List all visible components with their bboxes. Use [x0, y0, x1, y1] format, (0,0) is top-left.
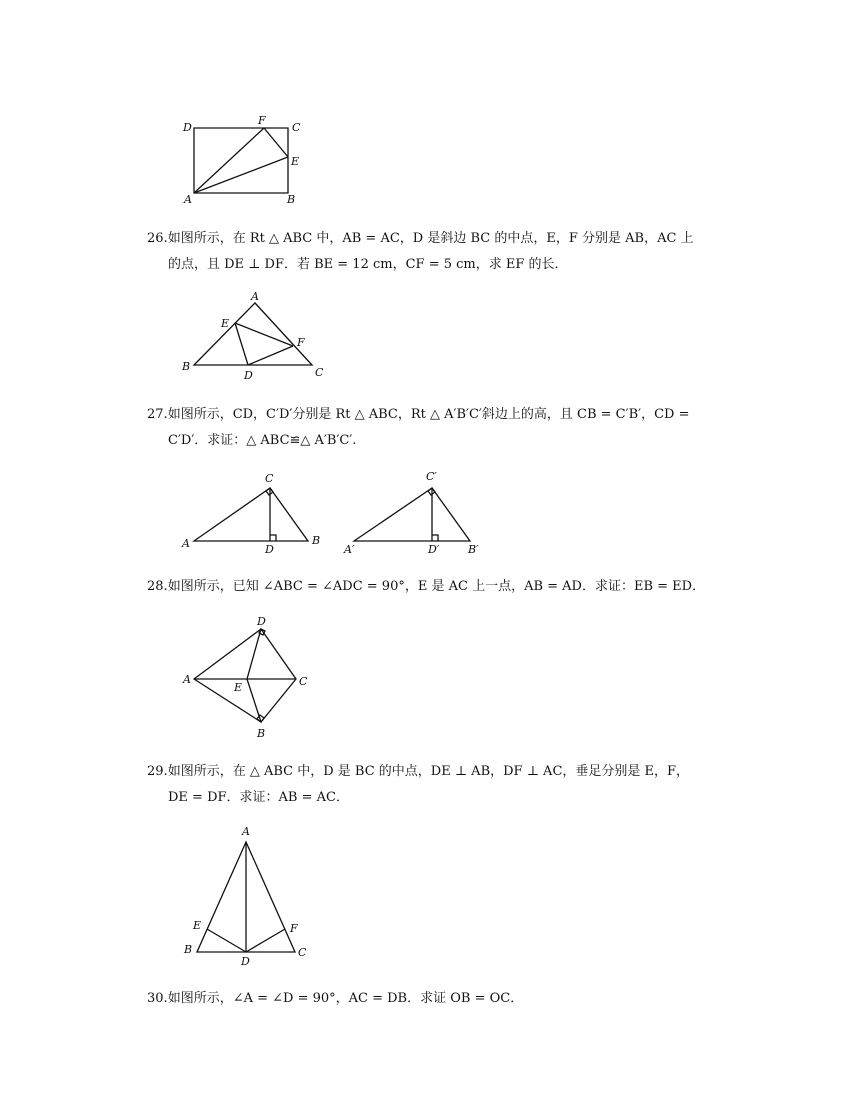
triangle-abc-prime — [354, 488, 470, 541]
label-c: C — [315, 366, 324, 379]
question-27-line1: 27.如图所示，CD，C′D′分别是 Rt △ ABC，Rt △ A′B′C′斜边上的高，且 CB = C′B′，CD = — [147, 407, 690, 422]
label-c: C — [265, 472, 274, 485]
label-d: D — [265, 543, 274, 556]
label-a: A — [242, 825, 250, 838]
label-c: C — [299, 675, 308, 688]
segment-ae — [194, 157, 288, 193]
segment-ed — [235, 323, 248, 365]
segment-fe — [264, 128, 288, 157]
question-29-number: 29. — [147, 764, 168, 779]
label-b: B — [312, 534, 321, 547]
segment-df — [246, 929, 285, 952]
figure-q29 — [180, 822, 320, 970]
question-28 — [147, 574, 737, 600]
segment-ed — [247, 629, 261, 679]
question-29 — [147, 759, 737, 811]
figure-q26 — [180, 290, 330, 382]
figure-q27-right — [340, 468, 500, 558]
question-26-number: 26. — [147, 231, 168, 246]
question-30-line1: 30.如图所示，∠A = ∠D = 90°，AC = DB．求证 OB = OC． — [147, 991, 524, 1006]
label-b: B — [257, 727, 266, 740]
question-29-line1: 29.如图所示，在 △ ABC 中，D 是 BC 的中点，DE ⊥ AB，DF ⊥ AC，垂足分别是 E，F， — [147, 764, 690, 779]
segment-df — [248, 346, 293, 365]
label-a: A — [184, 193, 192, 206]
label-c: C — [298, 946, 307, 959]
question-26-line2: 的点，且 DE ⊥ DF．若 BE = 12 cm，CF = 5 cm，求 EF 的长． — [168, 257, 568, 272]
figure-q28 — [180, 612, 320, 742]
label-b-prime: B′ — [468, 543, 479, 556]
label-c-prime: C′ — [426, 470, 437, 483]
right-angle-d-prime — [432, 535, 438, 541]
label-e: E — [291, 155, 300, 168]
label-d: D — [183, 121, 192, 134]
figure-q27-left — [180, 468, 330, 558]
label-a: A — [183, 673, 191, 686]
label-b: B — [184, 943, 193, 956]
label-b: B — [287, 193, 296, 206]
question-28-line1: 28.如图所示，已知 ∠ABC = ∠ADC = 90°，E 是 AC 上一点，AB = AD．求证：EB = ED． — [147, 579, 706, 594]
right-angle-d — [259, 629, 265, 635]
question-28-number: 28. — [147, 579, 168, 594]
segment-af — [194, 128, 264, 193]
label-a-prime: A′ — [344, 543, 355, 556]
label-f: F — [290, 922, 298, 935]
label-f: F — [297, 336, 305, 349]
label-e: E — [221, 317, 230, 330]
label-d: D — [244, 369, 253, 382]
label-e: E — [234, 681, 243, 694]
label-c: C — [292, 121, 301, 134]
label-a: A — [182, 537, 190, 550]
question-29-line2: DE = DF．求证：AB = AC． — [168, 790, 349, 805]
kite-adcb — [194, 629, 296, 722]
question-30-number: 30. — [147, 991, 168, 1006]
label-a: A — [251, 290, 259, 303]
question-27 — [147, 402, 737, 454]
question-26-line1: 26.如图所示，在 Rt △ ABC 中，AB = AC，D 是斜边 BC 的中点，E，F 分别是 AB，AC 上 — [147, 231, 694, 246]
label-d-prime: D′ — [428, 543, 440, 556]
question-30 — [147, 986, 737, 1012]
figure-rectangle — [180, 115, 310, 210]
question-27-number: 27. — [147, 407, 168, 422]
question-26 — [147, 226, 737, 278]
triangle-abc — [194, 303, 312, 365]
segment-de — [207, 929, 246, 952]
question-27-line2: C′D′．求证：△ ABC≌△ A′B′C′. — [168, 433, 357, 448]
rectangle-abcd — [194, 128, 288, 193]
label-f: F — [258, 114, 266, 127]
triangle-abc — [194, 488, 308, 541]
label-d: D — [241, 955, 250, 968]
right-angle-d — [270, 535, 276, 541]
label-e: E — [193, 919, 202, 932]
label-b: B — [182, 360, 191, 373]
label-d: D — [257, 615, 266, 628]
